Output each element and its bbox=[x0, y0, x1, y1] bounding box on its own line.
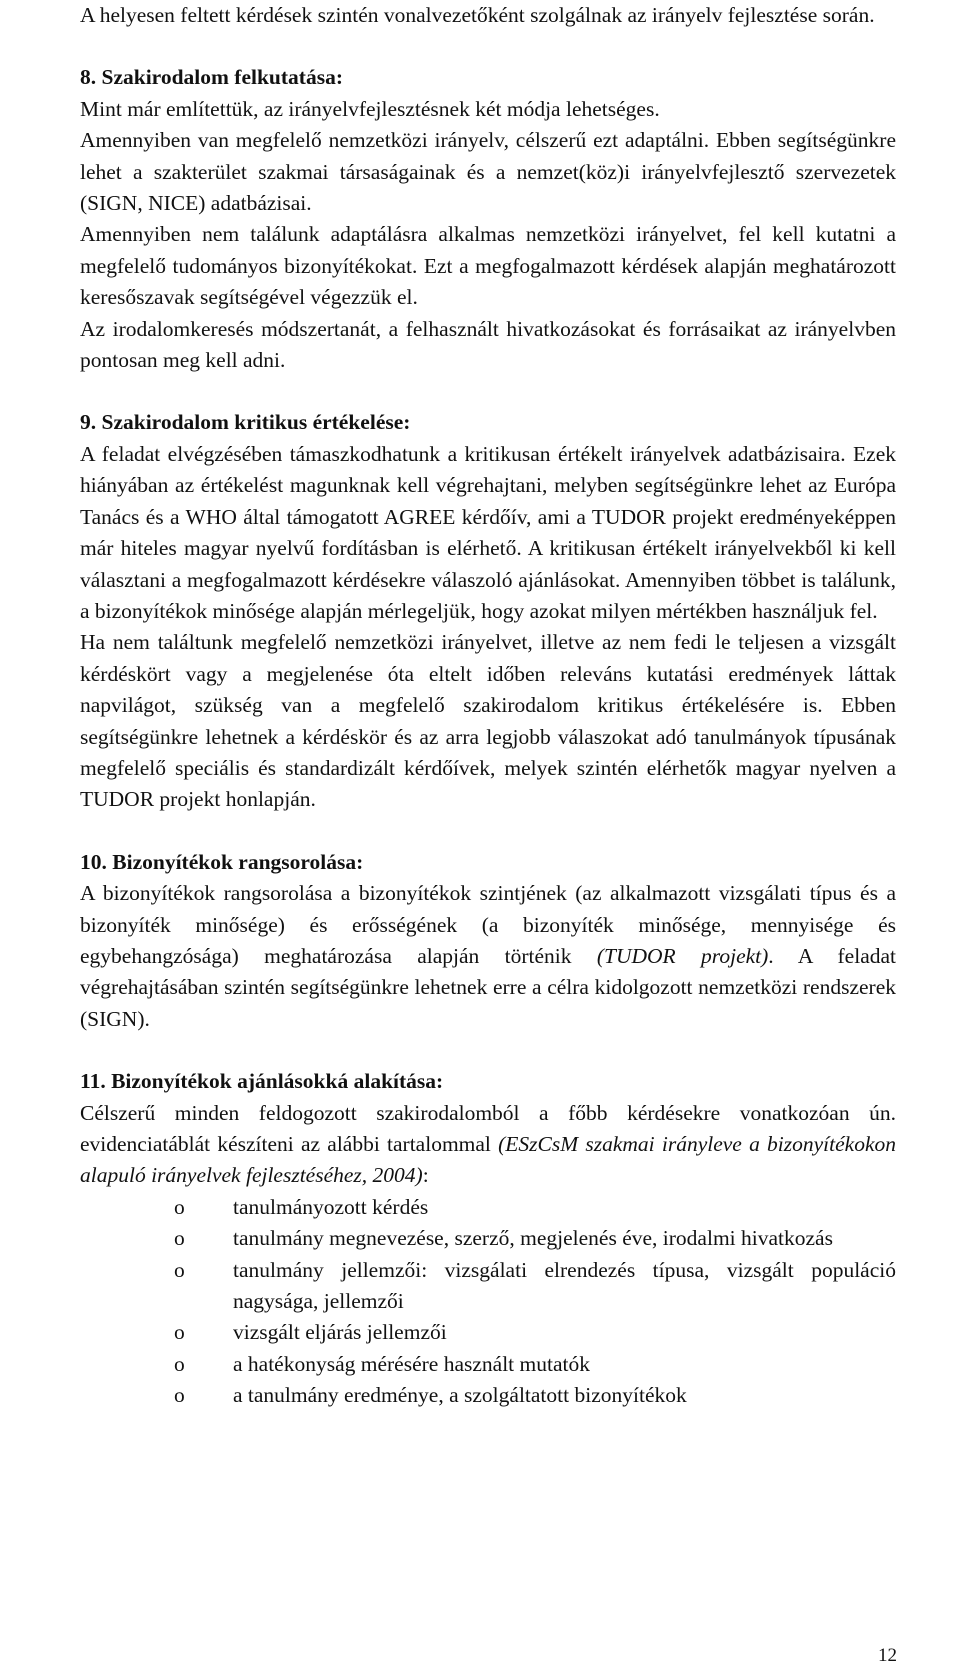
section-8-paragraph-1: Mint már említettük, az irányelvfejlesztésnek két módja lehetséges. bbox=[80, 96, 660, 121]
list-item-text: vizsgált eljárás jellemzői bbox=[233, 1320, 447, 1345]
page-number: 12 bbox=[878, 1645, 897, 1666]
list-item bbox=[80, 1317, 896, 1348]
list-item-text: tanulmány jellemzői: vizsgálati elrendezés típusa, vizsgált populáció nagysága, jellemzői bbox=[233, 1257, 896, 1314]
section-9-paragraph-2: Ha nem találtunk megfelelő nemzetközi irányelvet, illetve az nem fedi le teljesen a vizsgált kérdéskört vagy a megjelenése óta eltelt időben releváns kutatási eredmények láttak napvilágot, szükség van a megfelelő szakirodalom kritikus értékelésére is. Ebben segítségünkre lehetnek a kérdéskör és az arra legjobb válaszokat adó tanulmányok típusának megfelelő speciális és standardizált kérdőívek, melyek szintén elérhetők magyar nyelven a TUDOR projekt honlapján. bbox=[80, 630, 896, 812]
section-11-text-after: : bbox=[422, 1163, 429, 1188]
section-8-paragraph-4: Az irodalomkeresés módszertanát, a felhasznált hivatkozásokat és forrásaikat az irányelvben pontosan meg kell adni. bbox=[80, 316, 896, 373]
bullet-icon: o bbox=[174, 1351, 185, 1376]
evidence-table-contents-list bbox=[80, 1192, 896, 1412]
section-10-text-after: . A feladat végrehajtásában szintén segítségünkre lehetnek erre a célra kidolgozott nemzetközi rendszerek (SIGN). bbox=[80, 943, 897, 1031]
document-page bbox=[80, 0, 896, 1412]
list-item bbox=[80, 1380, 896, 1411]
section-11-heading: 11. Bizonyítékok ajánlásokká alakítása: bbox=[80, 1069, 444, 1094]
bullet-icon: o bbox=[174, 1194, 185, 1219]
section-10-text-before: A bizonyítékok rangsorolása a bizonyítékok szintjének (az alkalmazott vizsgálati típus és a bizonyíték minősége) és erősségének (a bizonyíték minősége, mennyisége és egybehangzósága) meghatározása alapján történik bbox=[80, 881, 896, 968]
list-item bbox=[80, 1192, 896, 1223]
section-10-citation: (TUDOR projekt) bbox=[596, 943, 769, 968]
bullet-icon: o bbox=[174, 1320, 185, 1345]
section-9 bbox=[80, 407, 896, 815]
section-8-heading: 8. Szakirodalom felkutatása: bbox=[80, 65, 343, 90]
section-8-paragraph-2: Amennyiben van megfelelő nemzetközi irányelv, célszerű ezt adaptálni. Ebben segítségünkre lehet a szakterület szakmai társaságainak és a nemzet(köz)i irányelvfejlesztő szervezetek (SIGN, NICE) adatbázisai. bbox=[80, 128, 896, 216]
section-10-paragraph-1 bbox=[80, 878, 896, 1035]
section-10 bbox=[80, 847, 896, 1035]
section-9-paragraph-1: A feladat elvégzésében támaszkodhatunk a kritikusan értékelt irányelvek adatbázisaira. Ezek hiányában az értékelést magunknak kell végrehajtani, melyben segítségünkre lehet az Európa Tanács és a WHO által támogatott AGREE kérdőív, ami a TUDOR projekt eredményeképpen már hiteles magyar nyelvű fordításban is elérhető. A kritikusan értékelt irányelvekből ki kell választani a megfogalmazott kérdésekre válaszoló ajánlásokat. Amennyiben többet is találunk, a bizonyítékok minősége alapján mérlegeljük, hogy azokat milyen mértékben használjuk fel. bbox=[80, 441, 896, 623]
section-11-text-before: Célszerű minden feldogozott szakirodalomból a főbb kérdésekre vonatkozóan ún. evidenciatáblát készíteni az alábbi tartalommal bbox=[80, 1100, 896, 1156]
section-10-heading: 10. Bizonyítékok rangsorolása: bbox=[80, 849, 364, 874]
bullet-icon: o bbox=[174, 1383, 185, 1408]
intro-paragraph: A helyesen feltett kérdések szintén vonalvezetőként szolgálnak az irányelv fejlesztése során. bbox=[80, 3, 875, 27]
list-item-text: a tanulmány eredménye, a szolgáltatott bizonyítékok bbox=[233, 1383, 687, 1408]
section-8 bbox=[80, 62, 896, 376]
section-9-heading: 9. Szakirodalom kritikus értékelése: bbox=[80, 410, 411, 435]
list-item-text: a hatékonyság mérésére használt mutatók bbox=[233, 1351, 590, 1376]
bullet-icon: o bbox=[174, 1257, 185, 1282]
section-8-paragraph-3: Amennyiben nem találunk adaptálásra alkalmas nemzetközi irányelvet, fel kell kutatni a megfelelő tudományos bizonyítékokat. Ezt a megfogalmazott kérdések alapján meghatározott keresőszavak segítségével végezzük el. bbox=[80, 222, 896, 310]
section-11-paragraph-1 bbox=[80, 1098, 896, 1192]
bullet-icon: o bbox=[174, 1226, 185, 1251]
section-11-citation: (ESzCsM szakmai irányleve a bizonyítékokon alapuló irányelvek fejlesztéséhez, 2004) bbox=[80, 1132, 896, 1188]
section-11 bbox=[80, 1066, 896, 1411]
list-item-text: tanulmány megnevezése, szerző, megjelenés éve, irodalmi hivatkozás bbox=[233, 1226, 833, 1251]
list-item-text: tanulmányozott kérdés bbox=[233, 1194, 429, 1219]
list-item bbox=[80, 1255, 896, 1318]
list-item bbox=[80, 1349, 896, 1380]
list-item bbox=[80, 1223, 896, 1254]
